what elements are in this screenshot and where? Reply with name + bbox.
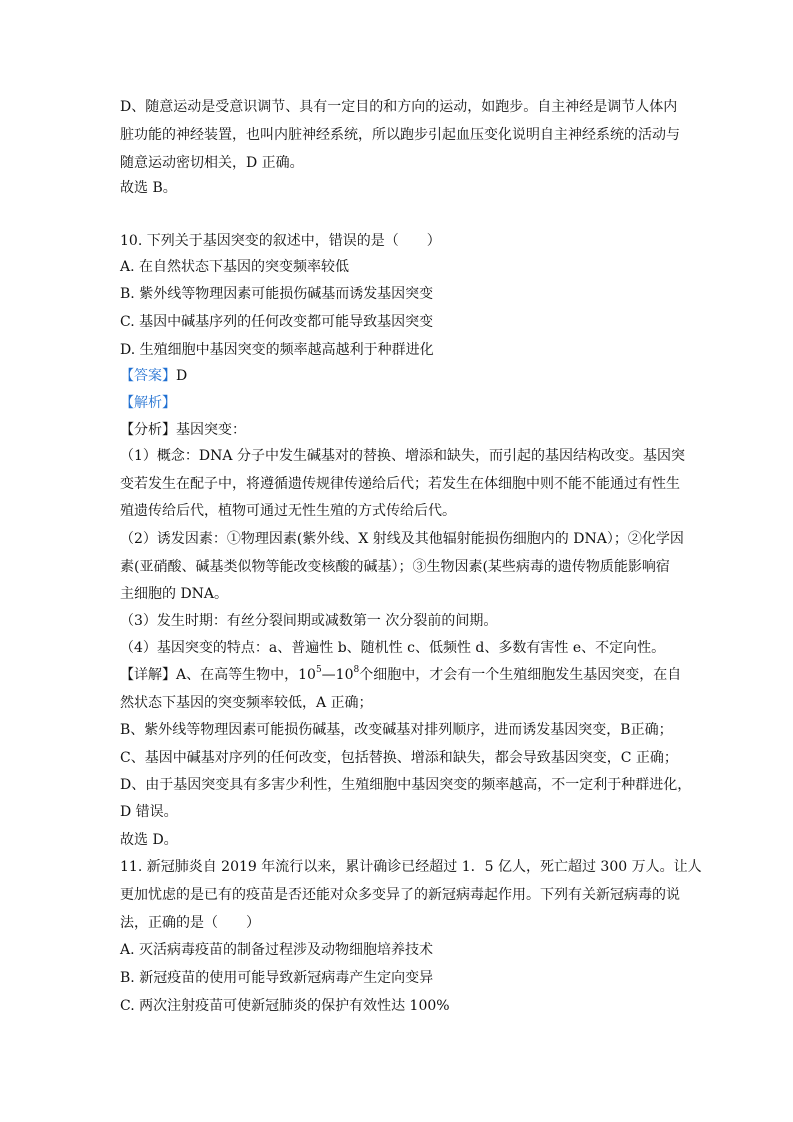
q11-stem-line2: 更加忧虑的是已有的疫苗是否还能对众多变异了的新冠病毒起作用。下列有关新冠病毒的说	[120, 887, 680, 903]
exponent-5: 5	[315, 665, 322, 676]
q11-option-c: C. 两次注射疫苗可使新冠肺炎的保护有效性达 100%	[120, 998, 450, 1014]
q11-stem-line3: 法，正确的是（ ）	[120, 915, 260, 931]
factors-line1: （2）诱发因素：①物理因素(紫外线、X 射线及其他辐射能损伤细胞内的 DNA）；②化学因	[120, 531, 684, 547]
detail-d1: D、由于基因突变具有多害少利性，生殖细胞中基因突变的频率越高，不一定利于种群进化，	[120, 777, 692, 793]
analysis-heading: 【分析】基因突变：	[120, 422, 246, 438]
q11-option-b: B. 新冠疫苗的使用可能导致新冠病毒产生定向变异	[120, 970, 434, 986]
answer-value: D	[176, 368, 188, 384]
detail-dash: —10	[321, 667, 354, 683]
detail-b: B、紫外线等物理因素可能损伤碱基，改变碱基对排列顺序，进而诱发基因突变，B正确；	[120, 722, 673, 738]
detail-prefix: 【详解】A、在高等生物中，10	[120, 667, 316, 683]
detail-c: C、基因中碱基对序列的任何改变，包括替换、增添和缺失，都会导致基因突变，C 正确；	[120, 750, 678, 766]
q10-stem: 10. 下列关于基因突变的叙述中，错误的是（ ）	[120, 233, 441, 249]
factors-line2: 素(亚硝酸、碱基类似物等能改变核酸的碱基）；③生物因素(某些病毒的遗传物质能影响宿	[120, 559, 670, 575]
detail-suffix: 个细胞中，才会有一个生殖细胞发生基因突变，在自	[359, 667, 682, 683]
prev-option-d-line3: 随意运动密切相关，D 正确。	[120, 155, 304, 171]
features-line: （4）基因突变的特点：a、普遍性 b、随机性 c、低频性 d、多数有害性 e、不定向性。	[120, 640, 666, 656]
concept-line3: 殖遗传给后代，植物可通过无性生殖的方式传给后代。	[120, 503, 456, 519]
concept-line1: （1）概念：DNA 分子中发生碱基对的替换、增添和缺失，而引起的基因结构改变。基因突	[120, 448, 685, 464]
prev-conclusion: 故选 B。	[120, 180, 177, 196]
detail-line2: 然状态下基因的突变频率较低，A 正确；	[120, 695, 373, 711]
q10-conclusion: 故选 D。	[120, 832, 178, 848]
q11-option-a: A. 灭活病毒疫苗的制备过程涉及动物细胞培养技术	[120, 942, 434, 958]
answer-tag: 【答案】	[120, 368, 176, 384]
exponent-8: 8	[353, 665, 360, 676]
analysis-tag: 【解析】	[120, 395, 176, 411]
concept-line2: 变若发生在配子中，将遵循遗传规律传递给后代；若发生在体细胞中则不能不能通过有性生	[120, 476, 680, 492]
detail-line1	[120, 665, 695, 685]
q11-stem-line1: 11. 新冠肺炎自 2019 年流行以来，累计确诊已经超过 1．5 亿人，死亡超过 300 万人。让人	[120, 859, 702, 875]
q10-option-c: C. 基因中碱基序列的任何改变都可能导致基因突变	[120, 314, 434, 330]
q10-option-d: D. 生殖细胞中基因突变的频率越高越利于种群进化	[120, 342, 434, 358]
q10-option-b: B. 紫外线等物理因素可能损伤碱基而诱发基因突变	[120, 286, 434, 302]
q10-answer	[120, 366, 695, 386]
detail-d2: D 错误。	[120, 804, 178, 820]
prev-option-d-line2: 脏功能的神经装置，也叫内脏神经系统，所以跑步引起血压变化说明自主神经系统的活动与	[120, 127, 680, 143]
factors-line3: 主细胞的 DNA。	[120, 586, 229, 602]
prev-option-d-line1: D、随意运动是受意识调节、具有一定目的和方向的运动，如跑步。自主神经是调节人体内	[120, 99, 678, 115]
timing-line: （3）发生时期：有丝分裂间期或减数第一 次分裂前的间期。	[120, 613, 498, 629]
q10-option-a: A. 在自然状态下基因的突变频率较低	[120, 259, 350, 275]
